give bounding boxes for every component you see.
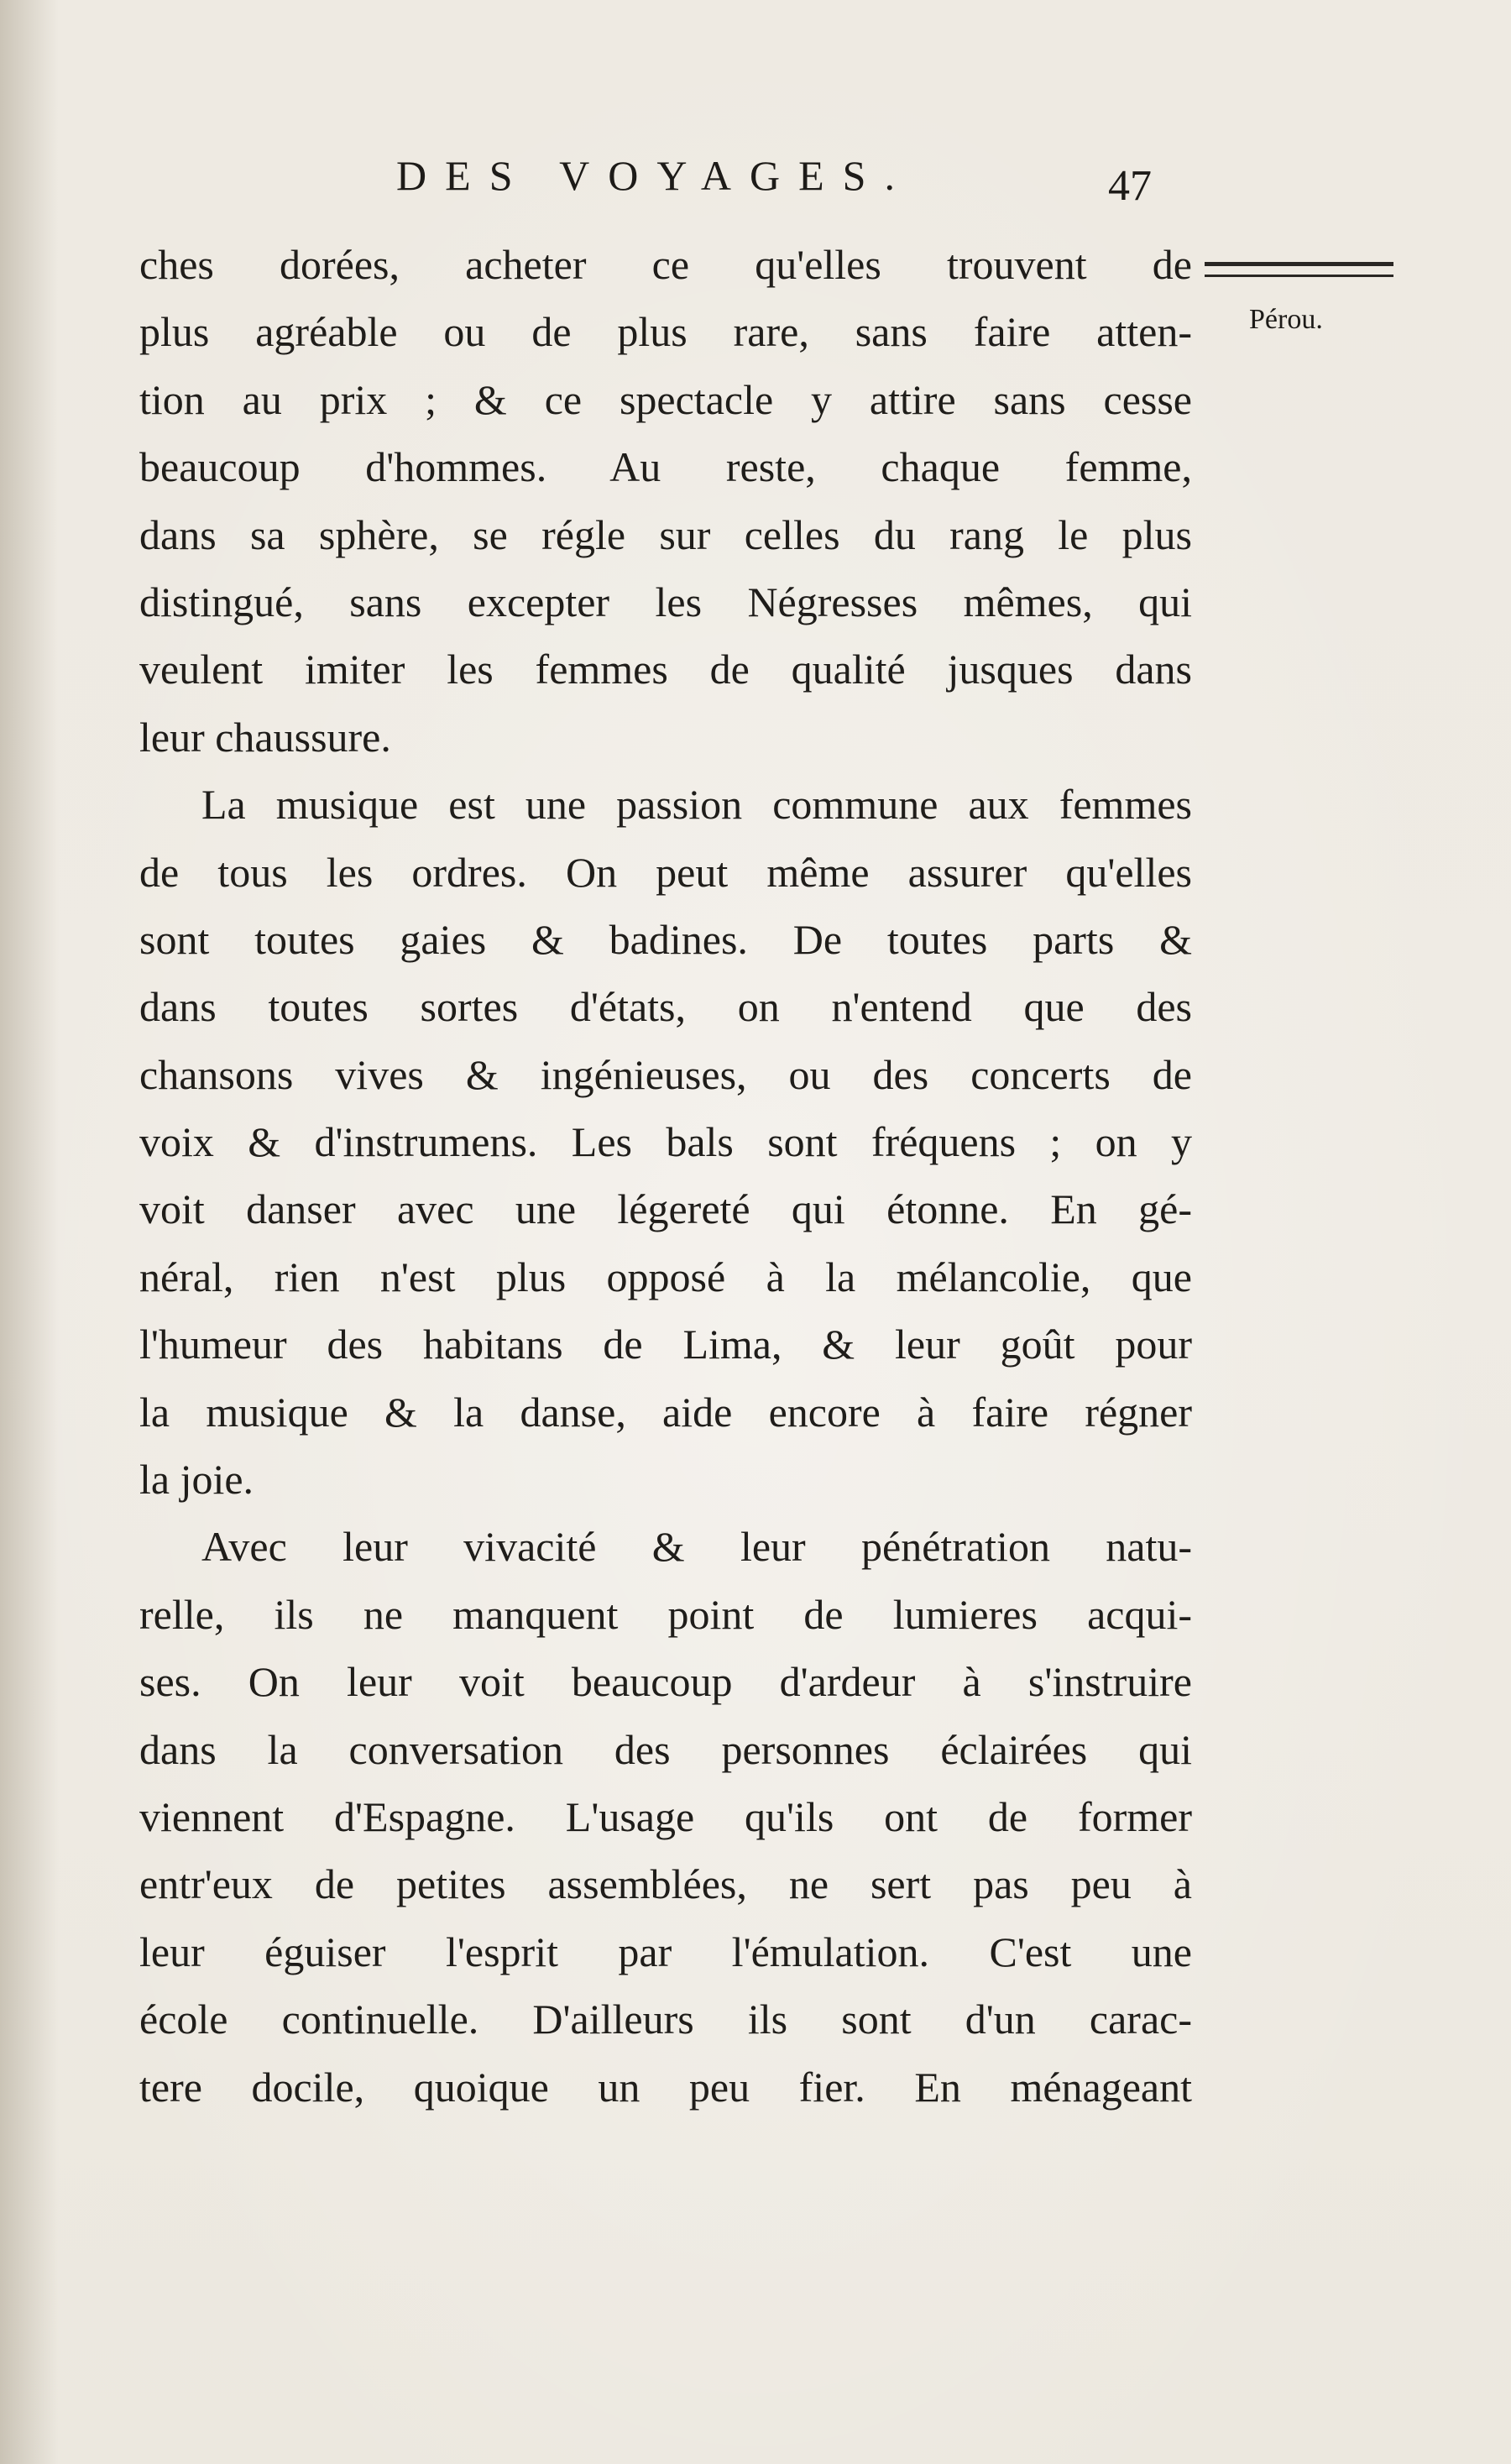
- text-line: La musique est une passion commune aux femmes: [201, 781, 1192, 829]
- text-line: Avec leur vivacité & leur pénétration natu-: [201, 1523, 1192, 1571]
- page-number: 47: [1108, 162, 1152, 210]
- text-line: veulent imiter les femmes de qualité jusques dans: [139, 646, 1192, 693]
- text-line: viennent d'Espagne. L'usage qu'ils ont de former: [139, 1792, 1192, 1840]
- body-text: [139, 231, 1192, 2121]
- text-line: plus agréable ou de plus rare, sans faire atten-: [139, 308, 1192, 356]
- text-line: de tous les ordres. On peut même assurer qu'elles: [139, 848, 1192, 896]
- text-line: relle, ils ne manquent point de lumieres acqui-: [139, 1590, 1192, 1638]
- text-line: leur chaussure.: [139, 713, 391, 761]
- text-line: distingué, sans excepter les Négresses mêmes, qui: [139, 578, 1192, 625]
- text-line: tere docile, quoique un peu fier. En ménageant: [139, 2063, 1192, 2111]
- text-line: la joie.: [139, 1456, 254, 1504]
- text-line: sont toutes gaies & badines. De toutes parts &: [139, 915, 1192, 963]
- text-line: néral, rien n'est plus opposé à la mélancolie, que: [139, 1253, 1192, 1300]
- text-line: voix & d'instrumens. Les bals sont fréquens ; on y: [139, 1118, 1192, 1166]
- text-line: la musique & la danse, aide encore à faire régner: [139, 1388, 1192, 1436]
- text-line: tion au prix ; & ce spectacle y attire sans cesse: [139, 375, 1192, 423]
- text-line: dans la conversation des personnes éclairées qui: [139, 1725, 1192, 1773]
- text-line: dans toutes sortes d'états, on n'entend que des: [139, 983, 1192, 1031]
- margin-rule: [1205, 262, 1393, 277]
- gutter-shadow: [0, 0, 59, 2464]
- margin-note: Pérou.: [1249, 304, 1323, 335]
- text-line: ches dorées, acheter ce qu'elles trouvent de: [139, 241, 1192, 288]
- text-line: beaucoup d'hommes. Au reste, chaque femme,: [139, 443, 1192, 491]
- text-line: ses. On leur voit beaucoup d'ardeur à s'instruire: [139, 1658, 1192, 1706]
- text-line: voit danser avec une légereté qui étonne. En gé-: [139, 1185, 1192, 1233]
- text-line: chansons vives & ingénieuses, ou des concerts de: [139, 1050, 1192, 1098]
- running-head: DES VOYAGES.: [396, 152, 913, 199]
- text-line: dans sa sphère, se régle sur celles du rang le plus: [139, 510, 1192, 558]
- text-line: école continuelle. D'ailleurs ils sont d'un carac-: [139, 1996, 1192, 2043]
- text-line: leur éguiser l'esprit par l'émulation. C'est une: [139, 1928, 1192, 1975]
- text-line: entr'eux de petites assemblées, ne sert pas peu à: [139, 1860, 1192, 1908]
- text-line: l'humeur des habitans de Lima, & leur goût pour: [139, 1321, 1192, 1368]
